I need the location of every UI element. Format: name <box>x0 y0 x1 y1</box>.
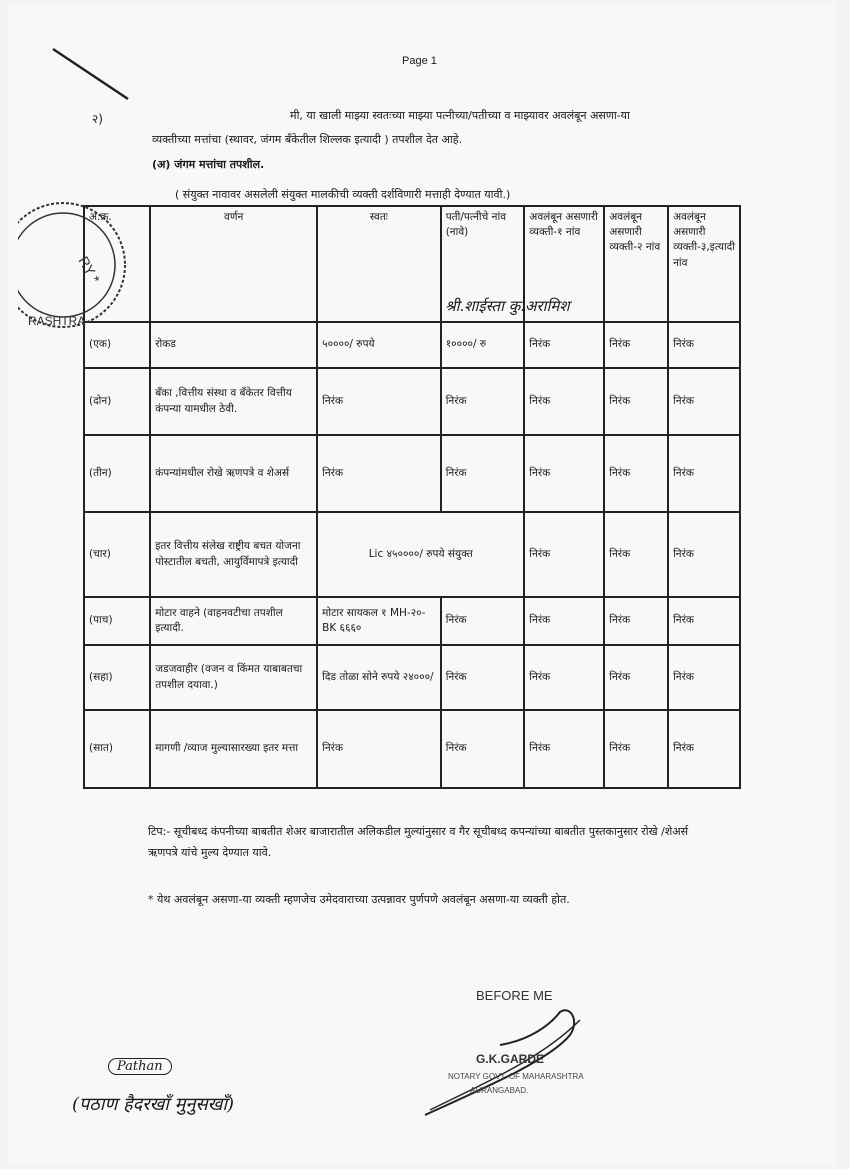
row-number: (सहा) <box>84 645 150 710</box>
row-dependent-3: निरंक <box>668 322 740 368</box>
row-joint-holding: Lic ४५००००/ रुपये संयुक्त <box>317 512 524 597</box>
notary-city: AURANGABAD. <box>470 1086 529 1095</box>
table-row <box>84 512 740 597</box>
row-spouse: निरंक <box>441 597 525 645</box>
row-dependent-1: निरंक <box>524 322 604 368</box>
notary-before-me: BEFORE ME <box>476 988 553 1003</box>
signatory-name: (पठाण हैदरखाँ मुनुसखाँ) <box>72 1094 235 1115</box>
row-dependent-1: निरंक <box>524 435 604 512</box>
row-number: (दोन) <box>84 368 150 435</box>
row-number: (सात) <box>84 710 150 788</box>
row-self: निरंक <box>317 435 441 512</box>
row-dependent-3: निरंक <box>668 710 740 788</box>
row-spouse: निरंक <box>441 435 525 512</box>
row-spouse: १००००/ रु <box>441 322 525 368</box>
handwritten-spouse-name: श्री.शाईस्ता कु.अरामिश <box>445 297 570 315</box>
table-header-row <box>84 206 740 322</box>
row-dependent-3: निरंक <box>668 512 740 597</box>
header-cell: वर्णन <box>150 206 317 322</box>
row-description: मागणी /व्याज मुल्यासारख्या इतर मत्ता <box>150 710 317 788</box>
header-cell: पती/पत्नीचे नांव (नावे) <box>441 206 525 322</box>
row-description: जडजवाहीर (वजन व किंमत याबाबतचा तपशील दयावा.) <box>150 645 317 710</box>
table-row <box>84 435 740 512</box>
notary-title: NOTARY GOVT. OF MAHARASHTRA <box>448 1072 584 1081</box>
row-dependent-1: निरंक <box>524 645 604 710</box>
row-description: कंपन्यांमधील रोखे ऋणपत्रे व शेअर्स <box>150 435 317 512</box>
table-row <box>84 597 740 645</box>
notary-name: G.K.GARDE <box>476 1052 545 1066</box>
row-dependent-3: निरंक <box>668 435 740 512</box>
row-dependent-3: निरंक <box>668 645 740 710</box>
row-dependent-2: निरंक <box>604 322 668 368</box>
movable-assets-table <box>83 205 741 789</box>
note-text: टिप:- सूचीबध्द कंपनीच्या बाबतीत शेअर बाजारातील अलिकडील मुल्यांनुसार व गैर सूचीबध्द कपन्यांच्या बाबतीत पुस्तकानुसार रोखे /शेअर्स ऋणपत्रे यांचे मुल्य देण्यात यावे. <box>148 825 689 859</box>
signature-latin: Pathan <box>108 1058 172 1075</box>
section-heading: (अ) जंगम मत्तांचा तपशील. <box>152 158 265 171</box>
header-cell: स्वतः <box>317 206 441 322</box>
row-dependent-3: निरंक <box>668 597 740 645</box>
row-spouse: निरंक <box>441 368 525 435</box>
row-description: इतर वित्तीय संलेख राष्ट्रीय बचत योजना पोस्टातील बचती, आयुर्विमापत्रे इत्यादी <box>150 512 317 597</box>
svg-text:RY *: RY * <box>75 253 104 286</box>
row-self: मोटार सायकल १ MH-२०-BK ६६६० <box>317 597 441 645</box>
notary-stamp <box>18 200 148 330</box>
row-number: (पाच) <box>84 597 150 645</box>
row-description: बँका ,वित्तीय संस्था व बँकेतर वित्तीय कंपन्या यामधील ठेवी. <box>150 368 317 435</box>
table-row <box>84 710 740 788</box>
row-dependent-1: निरंक <box>524 710 604 788</box>
header-cell: अ.क्र. <box>84 206 150 322</box>
page-label: Page 1 <box>402 55 437 67</box>
row-dependent-2: निरंक <box>604 645 668 710</box>
row-dependent-1: निरंक <box>524 368 604 435</box>
intro-text: व्यक्तीच्या मत्तांचा (स्थावर, जंगम बँकेतील शिल्लक इत्यादी ) तपशील देत आहे. <box>152 133 463 146</box>
row-description: रोकड <box>150 322 317 368</box>
header-cell: अवलंबून असणारी व्यक्ती-२ नांव <box>604 206 668 322</box>
row-self: ५००००/ रुपये <box>317 322 441 368</box>
row-dependent-3: निरंक <box>668 368 740 435</box>
row-dependent-1: निरंक <box>524 597 604 645</box>
row-dependent-2: निरंक <box>604 597 668 645</box>
table-caption: ( संयुक्त नावावर असलेली संयुक्त मालकीची व्यक्ती दर्शविणारी मत्ताही देण्यात यावी.) <box>175 188 511 201</box>
header-cell: अवलंबून असणारी व्यक्ती-१ नांव <box>524 206 604 322</box>
footnote-text: * येथ अवलंबून असणा-या व्यक्ती म्हणजेच उमेदवाराच्या उत्पन्नावर पुर्णपणे अवलंबून असणा-या व्यक्ती होत. <box>148 893 570 906</box>
pen-mark <box>48 44 148 114</box>
row-spouse: निरंक <box>441 710 525 788</box>
row-self: निरंक <box>317 710 441 788</box>
row-number: (तीन) <box>84 435 150 512</box>
svg-text:RASHTRA: RASHTRA <box>28 314 86 328</box>
intro-text: मी, या खाली माझ्या स्वतःच्या माझ्या पत्नीच्या/पतीच्या व माझ्यावर अवलंबून असणा-या <box>290 109 630 122</box>
row-number: (एक) <box>84 322 150 368</box>
section-number: २) <box>92 112 103 126</box>
row-dependent-2: निरंक <box>604 512 668 597</box>
row-dependent-2: निरंक <box>604 435 668 512</box>
row-dependent-1: निरंक <box>524 512 604 597</box>
table-row <box>84 322 740 368</box>
row-description: मोटार वाहने (वाहनवटीचा तपशील इत्यादी. <box>150 597 317 645</box>
row-number: (चार) <box>84 512 150 597</box>
row-self: दिड तोळा सोने रुपये २४०००/ <box>317 645 441 710</box>
row-spouse: निरंक <box>441 645 525 710</box>
table-row <box>84 368 740 435</box>
row-dependent-2: निरंक <box>604 368 668 435</box>
row-dependent-2: निरंक <box>604 710 668 788</box>
table-row <box>84 645 740 710</box>
row-self: निरंक <box>317 368 441 435</box>
header-cell: अवलंबून असणारी व्यक्ती-३,इत्यादी नांव <box>668 206 740 322</box>
